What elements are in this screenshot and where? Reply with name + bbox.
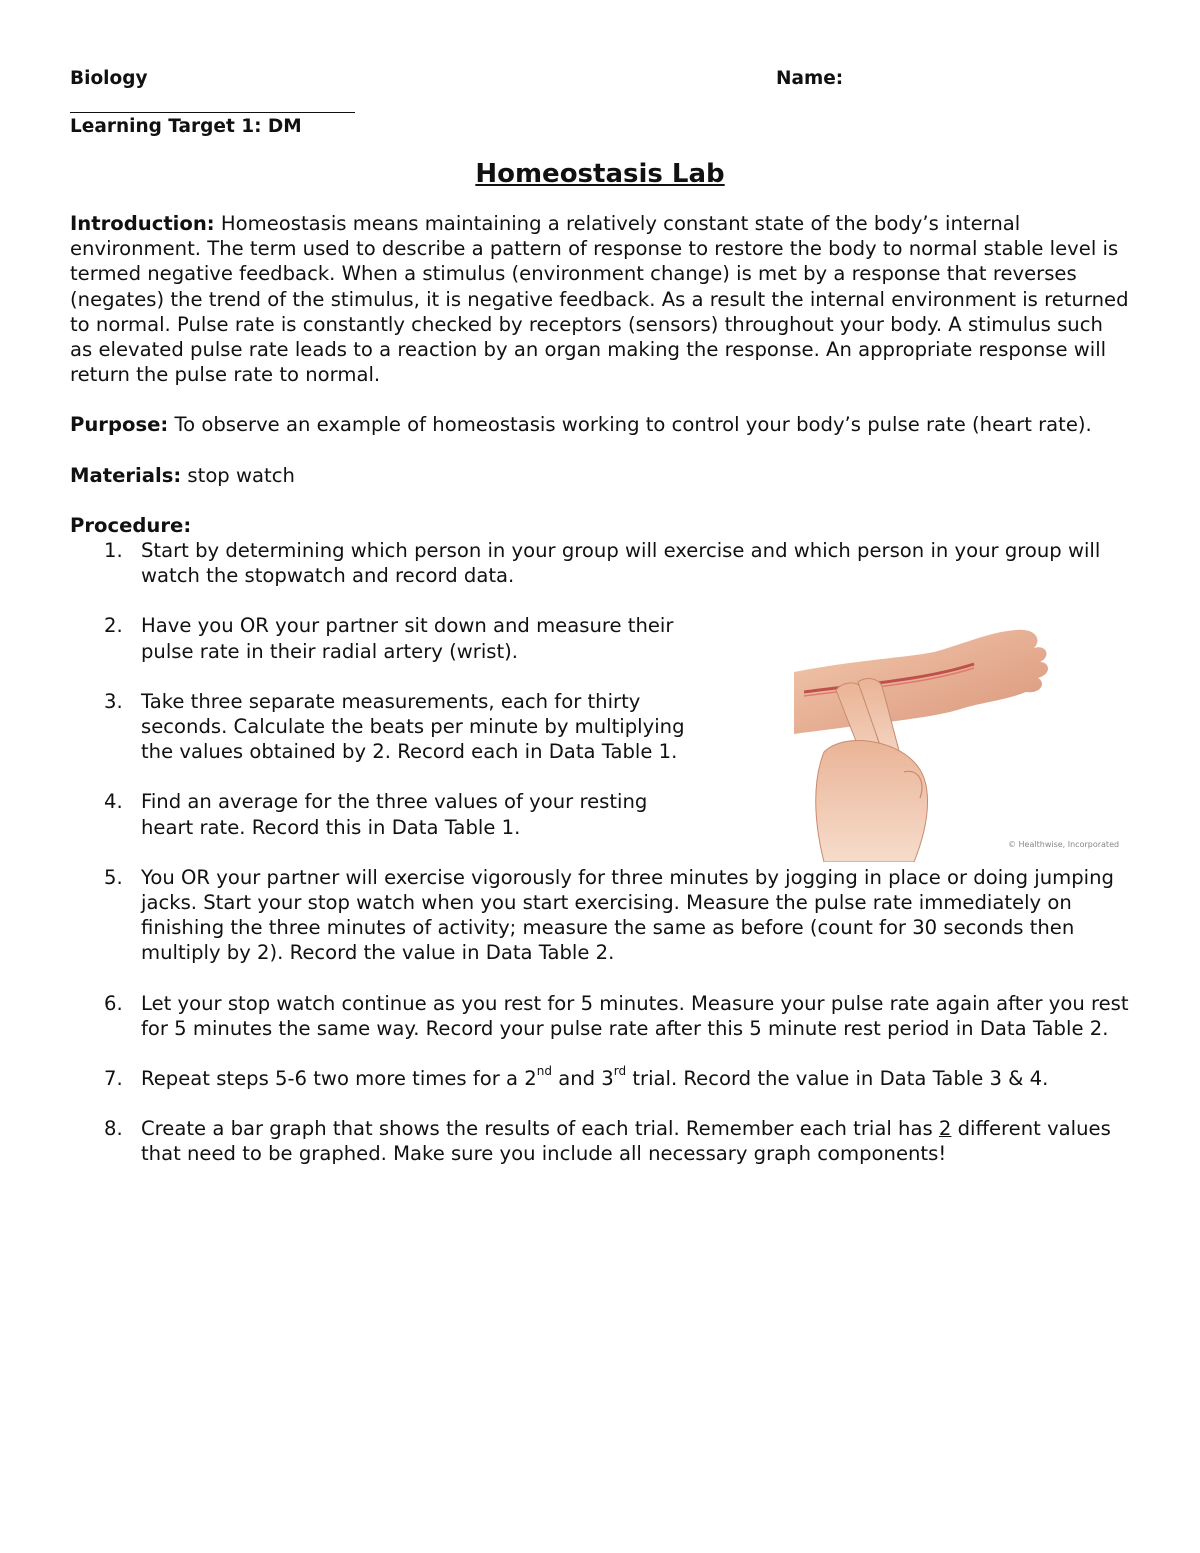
step-text-a: Repeat steps 5-6 two more times for a 2 <box>141 1067 537 1091</box>
procedure-heading: Procedure: <box>70 513 192 537</box>
list-item <box>70 1116 1130 1166</box>
image-credit: © Healthwise, Incorporated <box>1008 840 1120 849</box>
purpose-label: Purpose: <box>70 413 169 437</box>
materials-label: Materials: <box>70 463 182 487</box>
pressing-hand <box>816 741 928 862</box>
materials-text: stop watch <box>181 463 295 487</box>
step-number: 8. <box>104 1117 123 1141</box>
introduction-label: Introduction: <box>70 212 215 235</box>
ordinal-suffix: rd <box>613 1063 627 1078</box>
list-item <box>70 689 701 765</box>
list-item <box>70 991 1130 1041</box>
forearm-shape <box>794 630 1048 734</box>
header-row <box>70 68 1130 96</box>
list-item <box>70 1063 1130 1091</box>
step-number: 3. <box>104 689 123 713</box>
introduction-text: Homeostasis means maintaining a relatively constant state of the body’s internal environment. The term used to describe a pattern of response to restore the body to normal stable level is termed negative feedback. When a stimulus (environment change) is met by a response that reverses (negates) the trend of the stimulus, it is negative feedback. As a result the internal environment is returned to normal. Pulse rate is constantly checked by receptors (sensors) throughout your body. A stimulus such as elevated pulse rate leads to a reaction by an organ making the response. An appropriate response will return the pulse rate to normal. <box>70 212 1129 387</box>
list-item <box>70 789 701 839</box>
step-text: Let your stop watch continue as you rest for 5 minutes. Measure your pulse rate again after you rest for 5 minutes the same way. Record your pulse rate after this 5 minute rest period in Data Table 2. <box>141 991 1129 1040</box>
step-text: Start by determining which person in your group will exercise and which person in your group will watch the stopwatch and record data. <box>141 539 1101 588</box>
step-text-c: different values that need to be graphed. Make sure you include all necessary graph components! <box>141 1117 1111 1166</box>
ordinal-suffix: nd <box>536 1063 552 1078</box>
step-text: You OR your partner will exercise vigorously for three minutes by jogging in place or doing jumping jacks. Start your stop watch when you start exercising. Measure the pulse rate immediately on finishing the three minutes of activity; measure the same as before (count for 30 seconds then multiply by 2). Record the value in Data Table 2. <box>141 865 1114 965</box>
course-label: Biology <box>70 68 148 89</box>
learning-target: Learning Target 1: DM <box>70 116 302 137</box>
purpose-text: To observe an example of homeostasis working to control your body’s pulse rate (heart rate). <box>168 413 1092 437</box>
introduction-paragraph <box>70 211 1130 387</box>
step-number: 1. <box>104 539 123 563</box>
materials-paragraph <box>70 463 1130 488</box>
step-text-a: Create a bar graph that shows the results of each trial. Remember each trial has <box>141 1117 939 1141</box>
page-title: Homeostasis Lab <box>475 159 725 189</box>
step-text-b: and 3 <box>551 1067 614 1091</box>
step-number: 7. <box>104 1067 123 1091</box>
step-number: 5. <box>104 865 123 889</box>
wrist-pulse-illustration <box>784 622 1104 862</box>
step-number: 4. <box>104 790 123 814</box>
list-item <box>70 538 1130 588</box>
purpose-paragraph <box>70 412 1130 437</box>
step-text-c: trial. Record the value in Data Table 3 & 4. <box>626 1067 1049 1091</box>
step-text: Find an average for the three values of your resting heart rate. Record this in Data Table 1. <box>141 790 648 839</box>
step-text: Have you OR your partner sit down and measure their pulse rate in their radial artery (wrist). <box>141 614 674 663</box>
step-text: Take three separate measurements, each for thirty seconds. Calculate the beats per minute by multiplying the values obtained by 2. Record each in Data Table 1. <box>141 689 685 764</box>
list-item <box>70 865 1130 966</box>
header-rule <box>70 112 355 113</box>
underlined-number: 2 <box>938 1117 952 1141</box>
list-item <box>70 613 701 663</box>
name-label: Name: <box>776 68 844 89</box>
step-number: 6. <box>104 991 123 1015</box>
step-number: 2. <box>104 614 123 638</box>
